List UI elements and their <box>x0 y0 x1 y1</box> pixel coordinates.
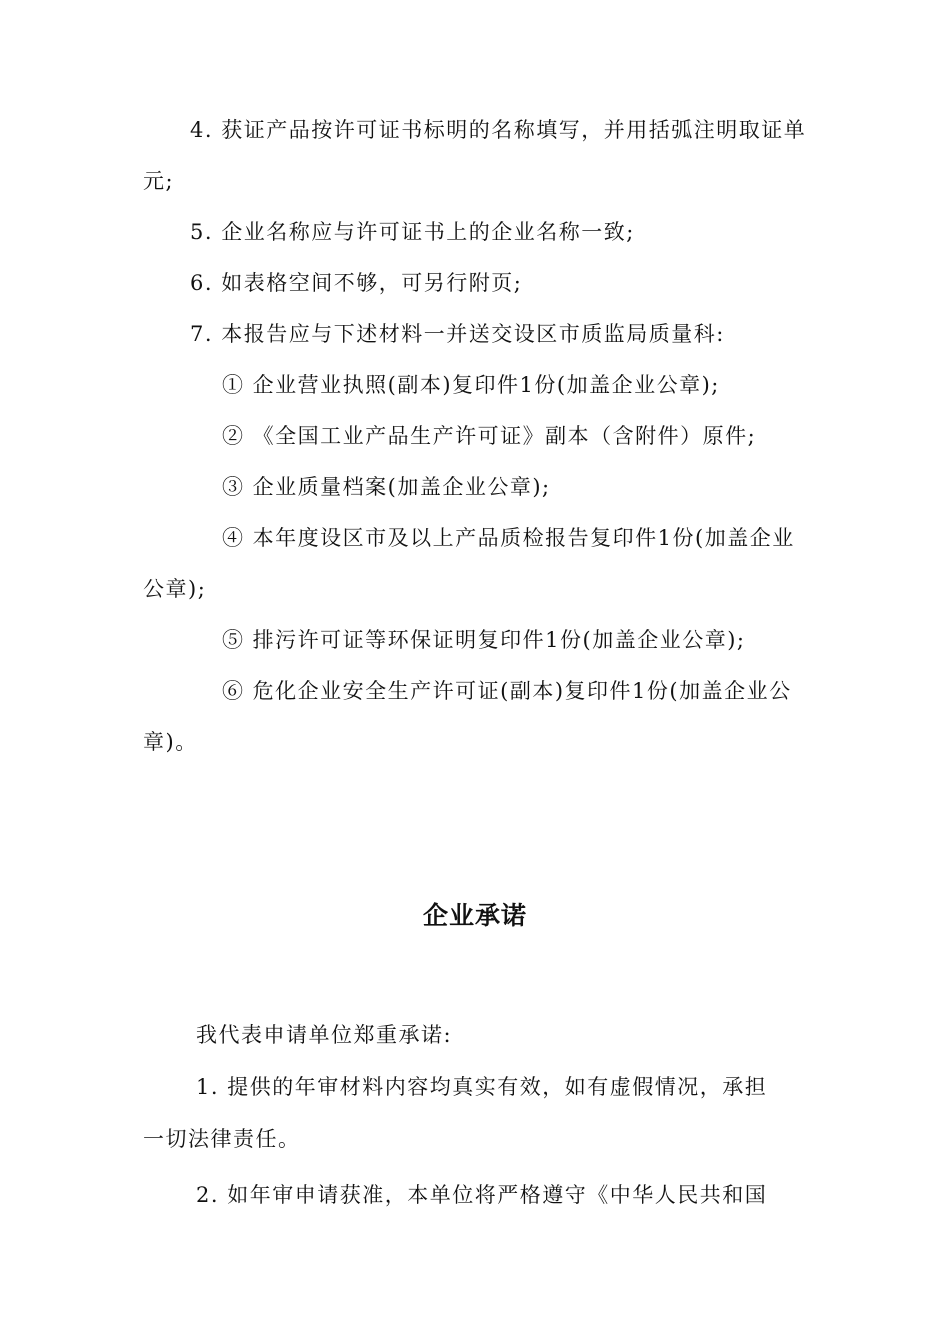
commitment-item-1-line-2: 一切法律责任。 <box>143 1127 301 1151</box>
note-item-4-line-2: 元; <box>143 169 175 193</box>
commitment-intro: 我代表申请单位郑重承诺: <box>196 1023 453 1047</box>
commitment-title: 企业承诺 <box>422 901 527 930</box>
note-item-6: 6. 如表格空间不够，可另行附页; <box>190 271 523 295</box>
commitment-item-2-line-1: 2. 如年审申请获准，本单位将严格遵守《中华人民共和国 <box>196 1183 768 1207</box>
material-item-2: ② 《全国工业产品生产许可证》副本（含附件）原件; <box>222 424 757 448</box>
material-item-6-line-1: ⑥ 危化企业安全生产许可证(副本)复印件1份(加盖企业公 <box>222 679 792 703</box>
material-item-4-line-2: 公章); <box>143 577 207 601</box>
material-item-1: ① 企业营业执照(副本)复印件1份(加盖企业公章); <box>222 373 720 397</box>
note-item-7: 7. 本报告应与下述材料一并送交设区市质监局质量科: <box>190 322 725 346</box>
material-item-5: ⑤ 排污许可证等环保证明复印件1份(加盖企业公章); <box>222 628 746 652</box>
material-item-3: ③ 企业质量档案(加盖企业公章); <box>222 475 551 499</box>
material-item-4-line-1: ④ 本年度设区市及以上产品质检报告复印件1份(加盖企业 <box>222 526 795 550</box>
note-item-4-line-1: 4. 获证产品按许可证书标明的名称填写，并用括弧注明取证单 <box>190 118 807 142</box>
note-item-5: 5. 企业名称应与许可证书上的企业名称一致; <box>190 220 635 244</box>
commitment-item-1-line-1: 1. 提供的年审材料内容均真实有效，如有虚假情况，承担 <box>196 1075 768 1099</box>
material-item-6-line-2: 章)。 <box>143 730 198 754</box>
